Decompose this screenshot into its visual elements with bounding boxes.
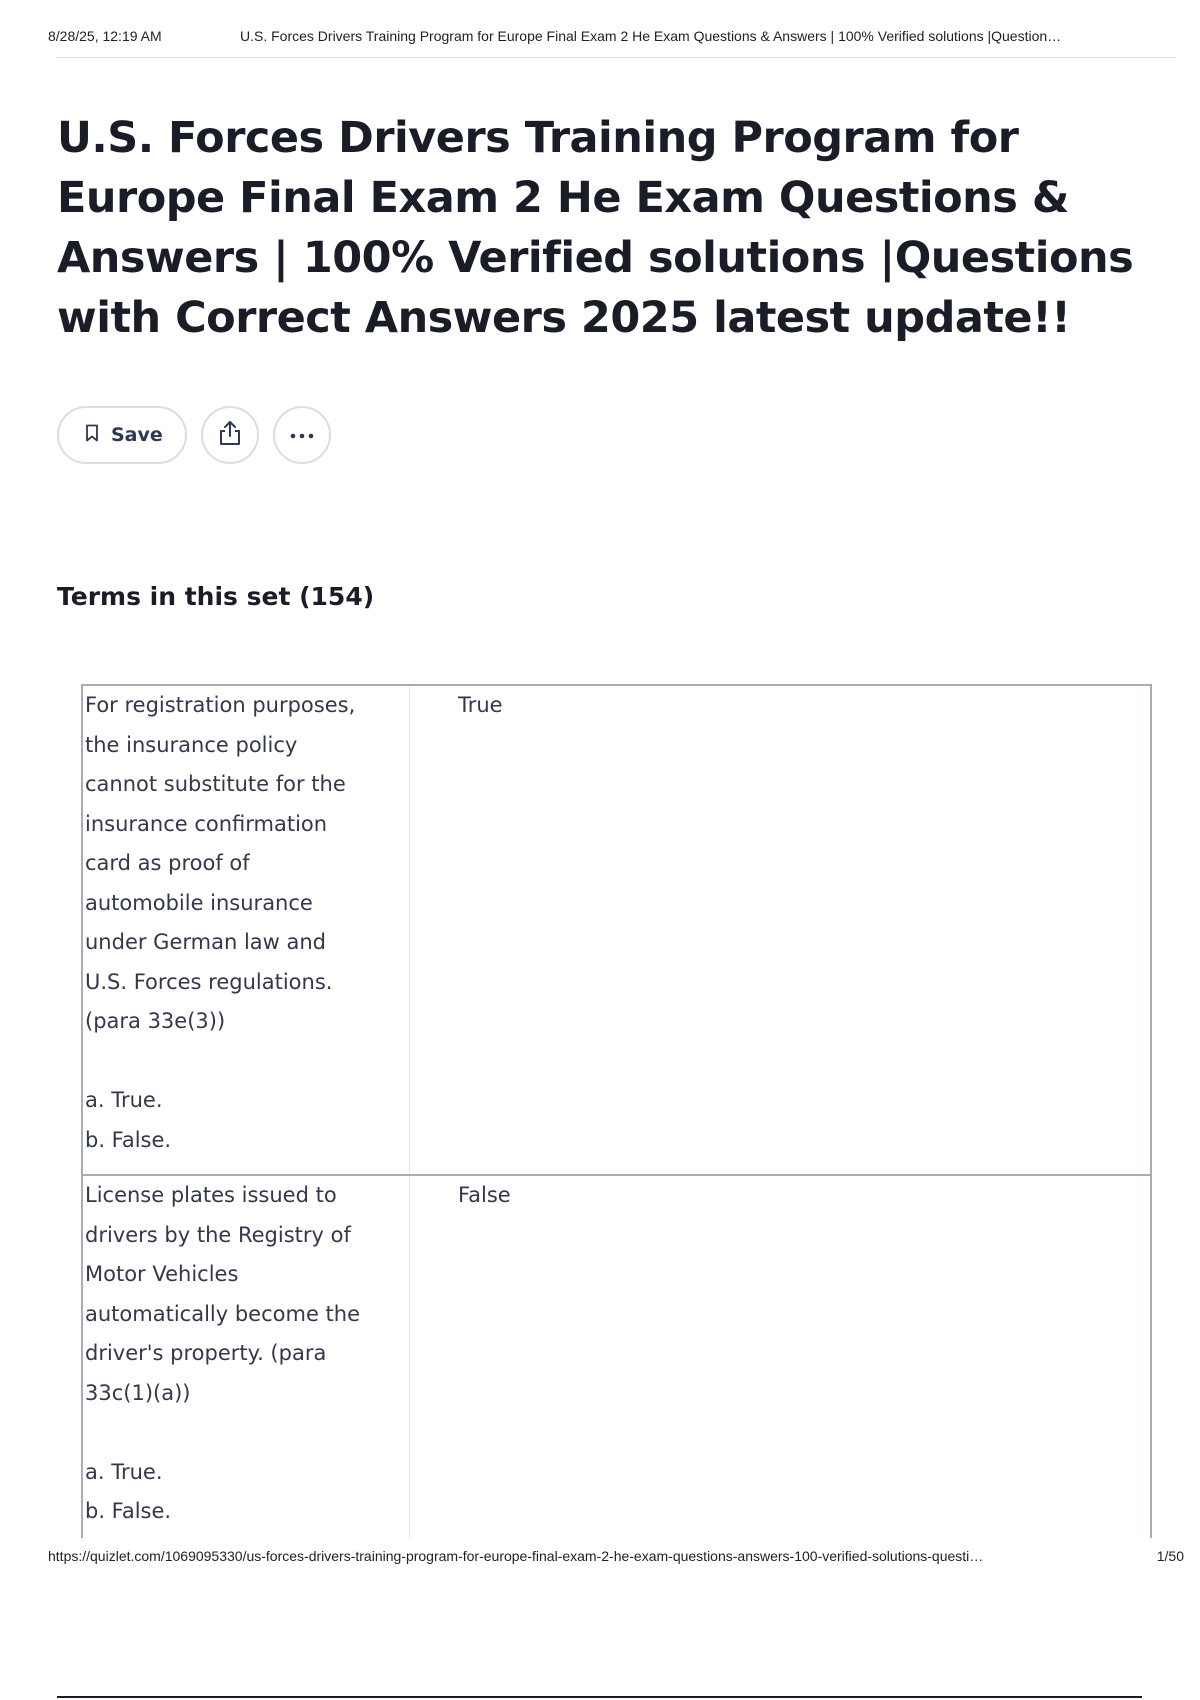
bottom-divider [57,1696,1142,1698]
term-row [82,1175,1151,1538]
print-timestamp: 8/28/25, 12:19 AM [48,28,162,44]
definition-text: False [410,1175,1152,1538]
print-url: https://quizlet.com/1069095330/us-forces-drivers-training-program-for-europe-final-exam-2-he-exam-questions-answers-100-verified-solutions-questi… [48,1548,984,1564]
terms-table [81,684,1152,1538]
term-row [82,685,1151,1175]
print-header [48,28,1180,44]
terms-heading: Terms in this set (154) [57,582,375,611]
save-button[interactable] [57,406,187,464]
page-title: U.S. Forces Drivers Training Program for Europe Final Exam 2 He Exam Questions & Answers | 100% Verified solutions |Questions with Correct Answers 2025 latest update!! [57,113,1134,343]
print-footer [48,1548,1184,1564]
term-text: For registration purposes, the insurance policy cannot substitute for the insurance confirmation card as proof of automobile insurance under German law and U.S. Forces regulations. (para 33e(3)) a. True. b. False. [82,685,410,1175]
share-button[interactable] [201,406,259,464]
print-doc-title: U.S. Forces Drivers Training Program for Europe Final Exam 2 He Exam Questions & Answers | 100% Verified solutions |Question… [240,28,1062,44]
definition-text: True [410,685,1152,1175]
more-icon [289,426,315,444]
term-text: License plates issued to drivers by the Registry of Motor Vehicles automatically become the driver's property. (para 33c(1)(a)) a. True. b. False. [82,1175,410,1538]
more-options-button[interactable] [273,406,331,464]
share-icon [217,419,243,452]
page-number: 1/50 [1156,1548,1184,1564]
action-bar [57,406,331,464]
bookmark-icon [85,424,99,447]
header-divider [57,57,1175,58]
save-button-label: Save [111,424,163,446]
